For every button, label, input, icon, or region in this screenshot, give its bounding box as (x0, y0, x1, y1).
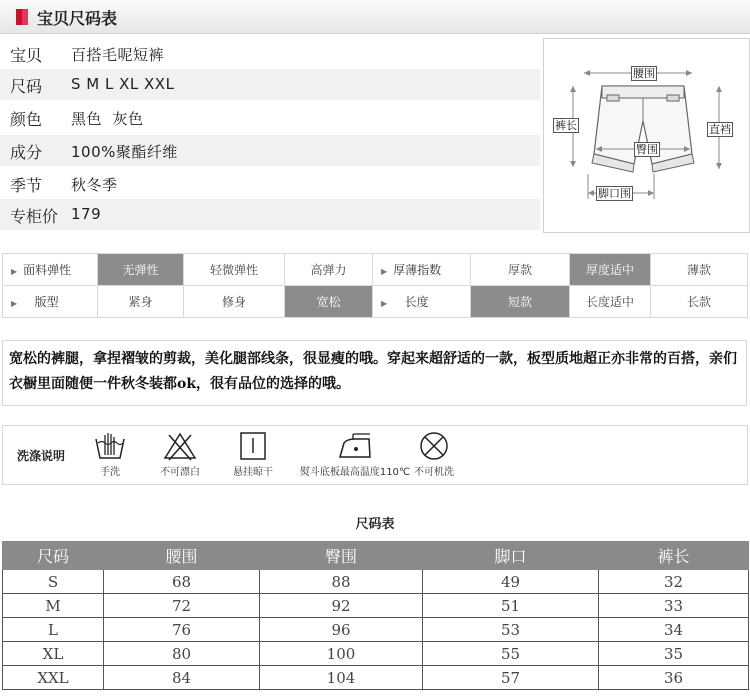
attribute-label-text: 长度 (404, 295, 429, 309)
info-value: 100%聚酯纤维 (71, 143, 178, 161)
info-value: 秋冬季 (71, 176, 118, 194)
info-value: 179 (71, 205, 102, 223)
table-cell: 68 (104, 570, 260, 594)
product-description: 宽松的裤腿，拿捏褶皱的剪裁，美化腿部线条，很显瘦的哦。穿起来超舒适的一款，板型质地超正亦非常的百搭，亲们衣橱里面随便一件秋冬装都ok，很有品位的选择的哦。 (2, 340, 747, 406)
measurement-diagram (543, 38, 750, 233)
info-row (0, 199, 540, 230)
size-table-header: 脚口 (423, 542, 599, 570)
wash-item-label: 悬挂晾干 (233, 467, 273, 478)
table-cell: 104 (260, 666, 423, 690)
table-cell: M (3, 594, 104, 618)
attribute-option: 紧身 (98, 286, 184, 318)
size-table (2, 541, 749, 690)
table-row (3, 594, 749, 618)
table-row (3, 618, 749, 642)
attribute-option: 长款 (651, 286, 748, 318)
waist-label: 腰围 (633, 67, 655, 80)
info-row (0, 102, 540, 133)
no-bleach-icon (163, 431, 197, 461)
attribute-row (3, 286, 748, 318)
info-label: 成分 (10, 143, 43, 162)
info-label: 季节 (10, 176, 43, 195)
info-label: 专柜价 (10, 207, 59, 226)
wash-title: 洗涤说明 (17, 449, 66, 463)
table-cell: 49 (423, 570, 599, 594)
table-cell: XL (3, 642, 104, 666)
table-cell: 35 (599, 642, 749, 666)
info-row (0, 69, 540, 100)
attribute-option: 轻微弹性 (184, 254, 285, 286)
size-table-header: 腰围 (104, 542, 260, 570)
triangle-icon: ▶ (381, 267, 388, 276)
table-cell: 34 (599, 618, 749, 642)
attribute-option-selected: 厚度适中 (570, 254, 651, 286)
table-cell: 33 (599, 594, 749, 618)
size-table-header: 裤长 (599, 542, 749, 570)
triangle-icon: ▶ (11, 299, 18, 308)
info-row (0, 38, 540, 69)
length-label: 裤长 (555, 119, 577, 132)
size-table-title: 尺码表 (355, 517, 395, 532)
table-cell: 53 (423, 618, 599, 642)
attribute-option-selected: 短款 (471, 286, 570, 318)
info-label: 宝贝 (10, 46, 43, 65)
attribute-label (373, 254, 471, 286)
info-label: 颜色 (10, 110, 43, 129)
attribute-option-selected: 宽松 (285, 286, 373, 318)
attribute-label-text: 厚薄指数 (393, 263, 442, 277)
section-header (0, 0, 750, 34)
table-cell: 88 (260, 570, 423, 594)
header-accent-mark-2 (22, 9, 28, 25)
table-cell: S (3, 570, 104, 594)
iron-110-icon (335, 431, 375, 461)
table-cell: 96 (260, 618, 423, 642)
attribute-label (3, 286, 98, 318)
attribute-option: 高弹力 (285, 254, 373, 286)
table-cell: 32 (599, 570, 749, 594)
info-row (0, 135, 540, 166)
wash-item-label: 不可机洗 (414, 467, 454, 478)
table-cell: 100 (260, 642, 423, 666)
hang-dry-icon (236, 431, 270, 461)
attribute-row (3, 254, 748, 286)
table-cell: 55 (423, 642, 599, 666)
triangle-icon: ▶ (381, 299, 388, 308)
attribute-option: 修身 (184, 286, 285, 318)
attribute-label (3, 254, 98, 286)
size-table-header: 尺码 (3, 542, 104, 570)
wash-item-label: 熨斗底板最高温度110℃ (299, 467, 411, 478)
table-cell: XXL (3, 666, 104, 690)
table-row (3, 642, 749, 666)
attribute-label (373, 286, 471, 318)
attribute-label-text: 版型 (34, 295, 59, 309)
info-value: 黑色 灰色 (71, 110, 144, 128)
rise-label: 直裆 (709, 123, 731, 136)
attribute-option: 厚款 (471, 254, 570, 286)
wash-item-label: 不可漂白 (160, 467, 200, 478)
page-title: 宝贝尺码表 (37, 9, 118, 28)
attribute-option: 薄款 (651, 254, 748, 286)
attribute-option: 长度适中 (570, 286, 651, 318)
no-machine-wash-icon (417, 431, 451, 461)
info-label: 尺码 (10, 77, 43, 96)
wash-instructions (2, 425, 748, 485)
table-row (3, 666, 749, 690)
info-value: 百搭毛呢短裤 (71, 46, 165, 64)
wash-item (374, 431, 494, 478)
attribute-option-selected: 无弹性 (98, 254, 184, 286)
triangle-icon: ▶ (11, 267, 18, 276)
size-table-header: 臀围 (260, 542, 423, 570)
info-row (0, 168, 540, 199)
info-value: S M L XL XXL (71, 75, 175, 93)
table-cell: 72 (104, 594, 260, 618)
size-table-header-row (3, 542, 749, 570)
table-cell: 80 (104, 642, 260, 666)
table-cell: L (3, 618, 104, 642)
attribute-label-text: 面料弹性 (23, 263, 72, 277)
table-row (3, 570, 749, 594)
table-cell: 51 (423, 594, 599, 618)
wash-item-label: 手洗 (100, 467, 120, 478)
table-cell: 92 (260, 594, 423, 618)
hip-label: 臀围 (636, 143, 658, 156)
table-cell: 36 (599, 666, 749, 690)
table-cell: 84 (104, 666, 260, 690)
table-cell: 76 (104, 618, 260, 642)
hem-label: 脚口围 (598, 187, 631, 200)
attribute-table (2, 253, 748, 318)
table-cell: 57 (423, 666, 599, 690)
